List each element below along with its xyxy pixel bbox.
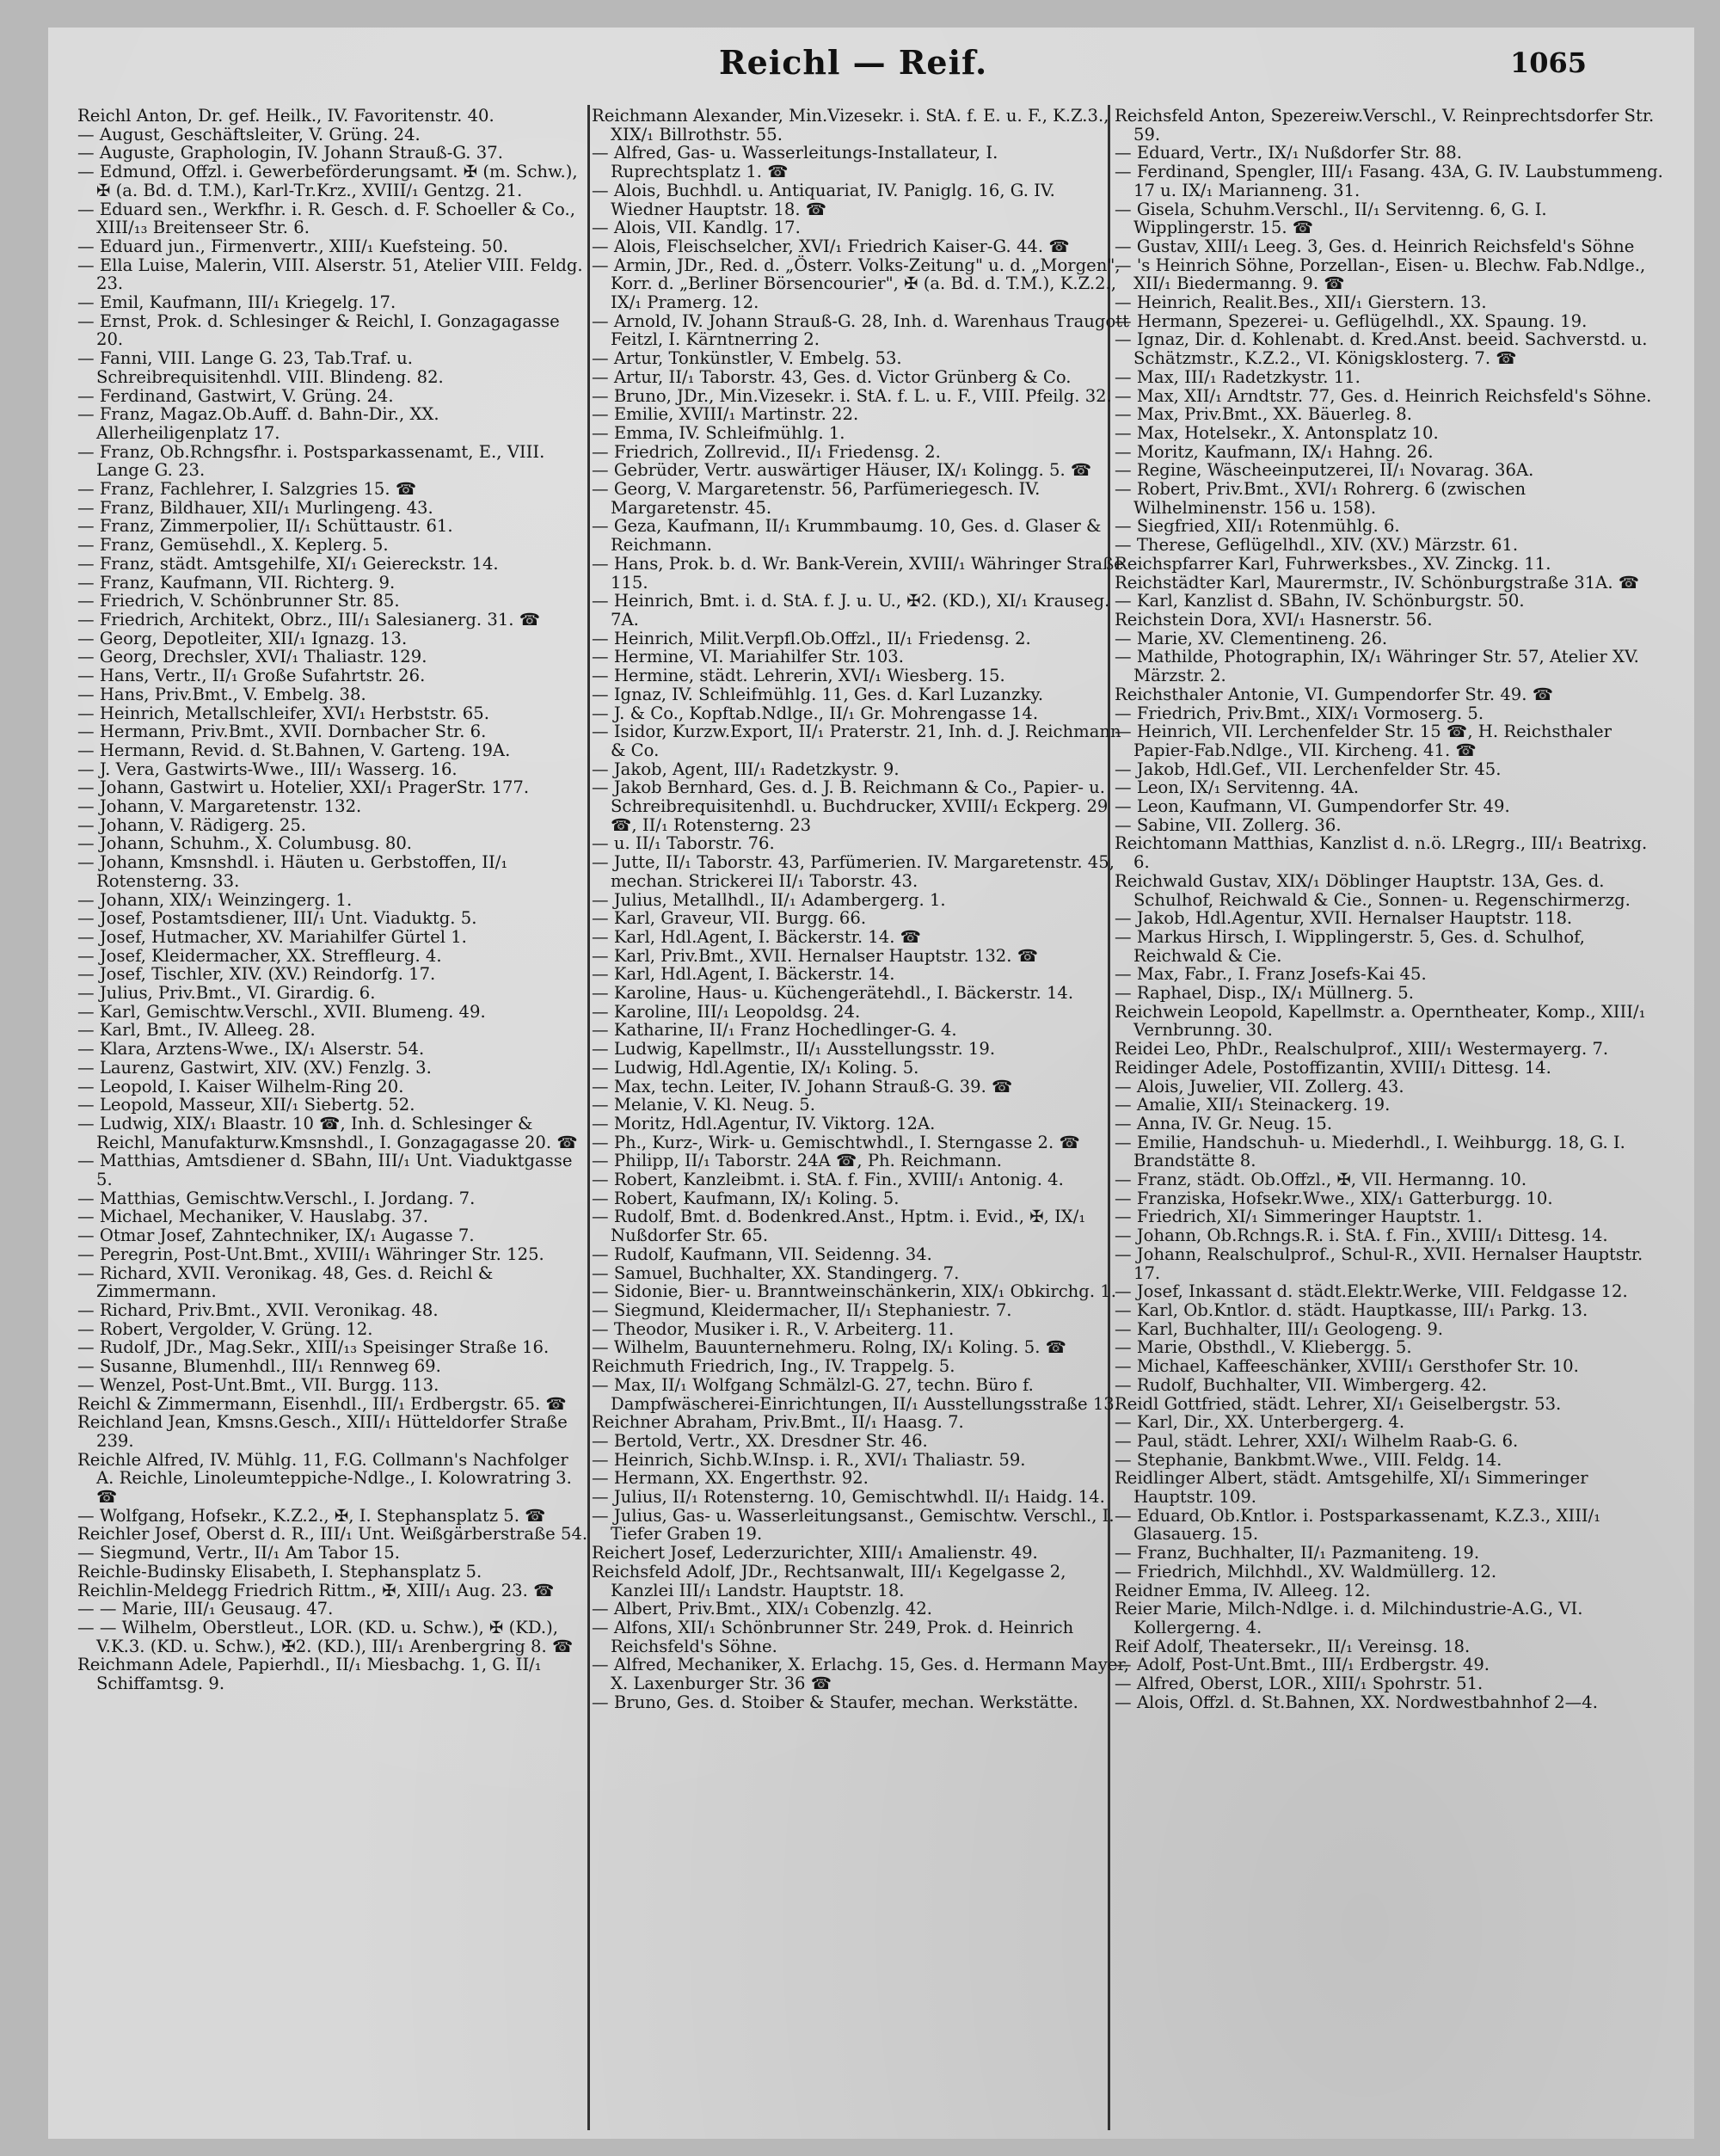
directory-entry: — Rudolf, Kaufmann, VII. Seidenng. 34. [592, 1244, 932, 1264]
directory-entry: Reichl Anton, Dr. gef. Heilk., IV. Favoritenstr. 40. [77, 107, 494, 126]
directory-entry: — Rudolf, Bmt. d. Bodenkred.Anst., Hptm. i. Evid., ✠, IX/₁ Nußdorfer Str. 65. [592, 1207, 1086, 1246]
directory-entry: — Alfred, Gas- u. Wasserleitungs-Installateur, I. Ruprechtsplatz 1. ☎ [592, 143, 998, 182]
directory-entry: — Johann, XIX/₁ Weinzingerg. 1. [77, 889, 353, 910]
directory-entry: — Karl, Dir., XX. Unterbergerg. 4. [1115, 1412, 1405, 1433]
directory-entry: — Franz, städt. Ob.Offzl., ✠, VII. Hermanng. 10. [1115, 1170, 1527, 1190]
directory-entry: — Franz, Bildhauer, XII/₁ Murlingeng. 43. [77, 497, 433, 518]
directory-entry: — Siegmund, Kleidermacher, II/₁ Stephaniestr. 7. [592, 1300, 1012, 1320]
directory-entry: — Franz, Magaz.Ob.Auff. d. Bahn-Dir., XX. Allerheiligenplatz 17. [77, 404, 439, 443]
directory-entry: — Bruno, Ges. d. Stoiber & Staufer, mechan. Werkstätte. [592, 1692, 1078, 1712]
directory-entry: — Max, Hotelsekr., X. Antonsplatz 10. [1115, 422, 1439, 443]
directory-entry: — Johann, V. Margaretenstr. 132. [77, 796, 362, 817]
directory-entry: — Ludwig, Hdl.Agentie, IX/₁ Koling. 5. [592, 1057, 919, 1078]
directory-entry: — Emilie, XVIII/₁ Martinstr. 22. [592, 404, 859, 425]
directory-entry: Reichland Jean, Kmsns.Gesch., XIII/₁ Hütteldorfer Straße 239. [77, 1412, 568, 1451]
directory-entry: — Ernst, Prok. d. Schlesinger & Reichl, I. Gonzagagasse 20. [77, 310, 560, 350]
directory-entry: Reichner Abraham, Priv.Bmt., II/₁ Haasg. 7. [592, 1412, 964, 1433]
directory-entry: — Ignaz, Dir. d. Kohlenabt. d. Kred.Anst. beeid. Sachverstd. u. Schätzmstr., K.Z.2., VI. Königsklosterg. 7. ☎ [1115, 329, 1648, 369]
directory-entry: — Hermine, VI. Mariahilfer Str. 103. [592, 647, 904, 667]
directory-entry: — Max, Priv.Bmt., XX. Bäuerleg. 8. [1115, 404, 1412, 425]
directory-entry: — Johann, Gastwirt u. Hotelier, XXI/₁ PragerStr. 177. [77, 777, 530, 798]
directory-entry: — Eduard jun., Firmenvertr., XIII/₁ Kuefsteing. 50. [77, 236, 509, 256]
directory-entry: — Arnold, IV. Johann Strauß-G. 28, Inh. d. Warenhaus Traugott Feitzl, I. Kärntnerring 2. [592, 310, 1129, 350]
directory-entry: — Mathilde, Photographin, IX/₁ Währinger Str. 57, Atelier XV. Märzstr. 2. [1115, 647, 1639, 686]
directory-entry: — Artur, Tonkünstler, V. Embelg. 53. [592, 348, 902, 369]
directory-entry: — Richard, Priv.Bmt., XVII. Veronikag. 48. [77, 1300, 439, 1320]
directory-entry: — Markus Hirsch, I. Wipplingerstr. 5, Ges. d. Schulhof, Reichwald & Cie. [1115, 926, 1585, 966]
directory-entry: — Auguste, Graphologin, IV. Johann Strauß-G. 37. [77, 143, 503, 163]
directory-entry: — Heinrich, Sichb.W.Insp. i. R., XVI/₁ Thaliastr. 59. [592, 1449, 1026, 1470]
directory-entry: Reichl & Zimmermann, Eisenhdl., III/₁ Erdbergstr. 65. ☎ [77, 1393, 567, 1414]
directory-entry: — Georg, Depotleiter, XII/₁ Ignazg. 13. [77, 628, 408, 648]
directory-entry: — Hans, Prok. b. d. Wr. Bank-Verein, XVIII/₁ Währinger Straße 115. [592, 553, 1124, 593]
directory-entry: — Karl, Ob.Kntlor. d. städt. Hauptkasse, III/₁ Parkg. 13. [1115, 1300, 1588, 1320]
directory-entry: — Katharine, II/₁ Franz Hochedlinger-G. 4. [592, 1020, 957, 1041]
directory-entry: — Karl, Priv.Bmt., XVII. Hernalser Hauptstr. 132. ☎ [592, 945, 1039, 966]
directory-entry: — Armin, JDr., Red. d. „Österr. Volks-Zeitung" u. d. „Morgen", Korr. d. „Berliner Börsencourier", ✠ (a. Bd. d. T.M.), K.Z.2., IX/₁ Pramerg. 12. [592, 255, 1121, 313]
directory-entry: — Sidonie, Bier- u. Branntweinschänkerin, XIX/₁ Obkirchg. 1. [592, 1281, 1116, 1302]
directory-entry: — Karl, Gemischtw.Verschl., XVII. Blumeng. 49. [77, 1001, 486, 1022]
directory-entry: — Josef, Postamtsdiener, III/₁ Unt. Viaduktg. 5. [77, 908, 477, 929]
directory-entry: — Melanie, V. Kl. Neug. 5. [592, 1095, 815, 1115]
directory-entry: — Karoline, III/₁ Leopoldsg. 24. [592, 1001, 861, 1022]
directory-entry: Reichsthaler Antonie, VI. Gumpendorfer Str. 49. ☎ [1115, 684, 1554, 704]
directory-entry: — Paul, städt. Lehrer, XXI/₁ Wilhelm Raab-G. 6. [1115, 1430, 1519, 1451]
directory-entry: — Moritz, Hdl.Agentur, IV. Viktorg. 12A. [592, 1113, 936, 1133]
directory-entry: — 's Heinrich Söhne, Porzellan-, Eisen- u. Blechw. Fab.Ndlge., XII/₁ Biedermanng. 9. ☎ [1115, 255, 1646, 294]
directory-entry: — Franz, Gemüsehdl., X. Keplerg. 5. [77, 535, 389, 556]
directory-page [48, 28, 1694, 2139]
directory-entry: — Otmar Josef, Zahntechniker, IX/₁ Augasse 7. [77, 1225, 475, 1246]
directory-entry: — Robert, Vergolder, V. Grüng. 12. [77, 1318, 373, 1339]
directory-entry: — Philipp, II/₁ Taborstr. 24A ☎, Ph. Reichmann. [592, 1151, 1003, 1171]
directory-entry: — u. II/₁ Taborstr. 76. [592, 833, 775, 854]
directory-entry: Reichstädter Karl, Maurermstr., IV. Schönburgstraße 31A. ☎ [1115, 572, 1640, 593]
directory-entry: — Wilhelm, Bauunternehmeru. Rolng, IX/₁ Koling. 5. ☎ [592, 1337, 1067, 1358]
directory-entry: — Hans, Vertr., II/₁ Große Sufahrtstr. 26. [77, 666, 426, 686]
directory-entry: Reichle Alfred, IV. Mühlg. 11, F.G. Collmann's Nachfolger A. Reichle, Linoleumteppiche-Ndlge., I. Kolowratring 3. ☎ [77, 1449, 572, 1508]
directory-entry: — Michael, Mechaniker, V. Hauslabg. 37. [77, 1207, 428, 1227]
directory-entry: — Franz, Fachlehrer, I. Salzgries 15. ☎ [77, 479, 417, 500]
directory-entry: — Fanni, VIII. Lange G. 23, Tab.Traf. u. Schreibrequisitenhdl. VIII. Blindeng. 82. [77, 348, 444, 387]
directory-entry: — Karl, Hdl.Agent, I. Bäckerstr. 14. [592, 964, 895, 985]
directory-entry: — Laurenz, Gastwirt, XIV. (XV.) Fenzlg. 3. [77, 1057, 432, 1078]
directory-entry: Reichler Josef, Oberst d. R., III/₁ Unt. Weißgärberstraße 54. [77, 1524, 588, 1545]
directory-entry: — Robert, Priv.Bmt., XVI/₁ Rohrerg. 6 (zwischen Wilhelminenstr. 156 u. 158). [1115, 479, 1526, 518]
directory-entry: — Max, techn. Leiter, IV. Johann Strauß-G. 39. ☎ [592, 1076, 1013, 1096]
directory-entry: — Eduard, Vertr., IX/₁ Nußdorfer Str. 88. [1115, 143, 1462, 163]
directory-column-3 [1115, 107, 1665, 2128]
directory-entry: Reichmann Adele, Papierhdl., II/₁ Miesbachg. 1, G. II/₁ Schiffamtsg. 9. [77, 1655, 542, 1694]
directory-entry: — Eduard, Ob.Kntlor. i. Postsparkassenamt, K.Z.3., XIII/₁ Glasauerg. 15. [1115, 1505, 1601, 1545]
directory-entry: — Bertold, Vertr., XX. Dresdner Str. 46. [592, 1430, 928, 1451]
directory-entry: — Johann, Kmsnshdl. i. Häuten u. Gerbstoffen, II/₁ Rotensterng. 33. [77, 852, 508, 891]
directory-entry: — Johann, V. Rädigerg. 25. [77, 814, 307, 835]
directory-entry: — Leon, IX/₁ Servitenng. 4A. [1115, 777, 1359, 798]
directory-entry: — Gisela, Schuhm.Verschl., II/₁ Servitenng. 6, G. I. Wipplingerstr. 15. ☎ [1115, 199, 1547, 238]
directory-entry: — Julius, II/₁ Rotensterng. 10, Gemischtwhdl. II/₁ Haidg. 14. [592, 1487, 1105, 1508]
directory-entry: — Ludwig, XIX/₁ Blaastr. 10 ☎, Inh. d. Schlesinger & Reichl, Manufakturw.Kmsnshdl., I. Gonzagagasse 20. ☎ [77, 1113, 578, 1152]
directory-entry: — Siegfried, XII/₁ Rotenmühlg. 6. [1115, 516, 1400, 537]
page-header [48, 40, 1694, 91]
directory-entry: — Johann, Ob.Rchngs.R. i. StA. f. Fin., XVIII/₁ Dittesg. 14. [1115, 1225, 1608, 1246]
directory-entry: — Artur, II/₁ Taborstr. 43, Ges. d. Victor Grünberg & Co. [592, 366, 1072, 387]
directory-entry: — Friedrich, XI/₁ Simmeringer Hauptstr. 1. [1115, 1207, 1483, 1227]
directory-entry: — Jakob Bernhard, Ges. d. J. B. Reichmann & Co., Papier- u. Schreibrequisitenhdl. u. Buchdrucker, XVIII/₁ Eckperg. 29 ☎, II/₁ Rotensterng. 23 [592, 777, 1109, 835]
directory-entry: — Josef, Kleidermacher, XX. Streffleurg. 4. [77, 945, 442, 966]
directory-entry: — Edmund, Offzl. i. Gewerbeförderungsamt. ✠ (m. Schw.), ✠ (a. Bd. d. T.M.), Karl-Tr.Krz., XVIII/₁ Gentzg. 21. [77, 162, 578, 200]
directory-entry: — Richard, XVII. Veronikag. 48, Ges. d. Reichl & Zimmermann. [77, 1262, 494, 1302]
directory-entry: — Ferdinand, Spengler, III/₁ Fasang. 43A, G. IV. Laubstummeng. 17 u. IX/₁ Marianneng. 31. [1115, 162, 1663, 200]
directory-entry: — Adolf, Post-Unt.Bmt., III/₁ Erdbergstr. 49. [1115, 1655, 1490, 1675]
directory-entry: Reichle-Budinsky Elisabeth, I. Stephansplatz 5. [77, 1561, 482, 1582]
directory-entry: — Samuel, Buchhalter, XX. Standingerg. 7. [592, 1262, 960, 1283]
directory-column-1 [77, 107, 590, 2128]
directory-entry: — Friedrich, Zollrevid., II/₁ Friedensg. 2. [592, 441, 941, 462]
directory-entry: — Hans, Priv.Bmt., V. Embelg. 38. [77, 684, 366, 704]
directory-entry: — Ella Luise, Malerin, VIII. Alserstr. 51, Atelier VIII. Feldg. 23. [77, 255, 583, 294]
directory-entry: — Robert, Kanzleibmt. i. StA. f. Fin., XVIII/₁ Antonig. 4. [592, 1170, 1064, 1190]
directory-entry: Reidei Leo, PhDr., Realschulprof., XIII/₁ Westermayerg. 7. [1115, 1039, 1609, 1060]
directory-entry: Reidner Emma, IV. Alleeg. 12. [1115, 1580, 1371, 1600]
directory-entry: Reichstein Dora, XVI/₁ Hasnerstr. 56. [1115, 609, 1433, 630]
directory-entry: — Franziska, Hofsekr.Wwe., XIX/₁ Gatterburgg. 10. [1115, 1188, 1553, 1208]
directory-column-2 [592, 107, 1132, 2128]
directory-entry: — Peregrin, Post-Unt.Bmt., XVIII/₁ Währinger Str. 125. [77, 1244, 544, 1264]
directory-entry: — Jakob, Hdl.Agentur, XVII. Hernalser Hauptstr. 118. [1115, 908, 1573, 929]
directory-entry: — Bruno, JDr., Min.Vizesekr. i. StA. f. L. u. F., VIII. Pfeilg. 32. [592, 385, 1112, 406]
directory-entry: — Alois, Juwelier, VII. Zollerg. 43. [1115, 1076, 1404, 1096]
directory-entry: — Franz, Kaufmann, VII. Richterg. 9. [77, 572, 396, 593]
page-number: 1065 [1510, 46, 1588, 79]
directory-entry: — — Wilhelm, Oberstleut., LOR. (KD. u. Schw.), ✠ (KD.), V.K.3. (KD. u. Schw.), ✠2. (KD.), III/₁ Arenbergring 8. ☎ [77, 1617, 574, 1656]
directory-entry: — Wolfgang, Hofsekr., K.Z.2., ✠, I. Stephansplatz 5. ☎ [77, 1505, 546, 1526]
directory-entry: Reichsfeld Adolf, JDr., Rechtsanwalt, III/₁ Kegelgasse 2, Kanzlei III/₁ Landstr. Hauptstr. 18. [592, 1561, 1066, 1600]
directory-entry: Reidl Gottfried, städt. Lehrer, XI/₁ Geiselbergstr. 53. [1115, 1393, 1562, 1414]
directory-entry: Reichspfarrer Karl, Fuhrwerksbes., XV. Zinckg. 11. [1115, 553, 1551, 574]
directory-entry: — Heinrich, Bmt. i. d. StA. f. J. u. U., ✠2. (KD.), XI/₁ Krauseg. 7A. [592, 591, 1110, 630]
directory-entry: — Albert, Priv.Bmt., XIX/₁ Cobenzlg. 42. [592, 1599, 933, 1619]
directory-entry: — Georg, Drechsler, XVI/₁ Thaliastr. 129. [77, 647, 427, 667]
directory-entry: — Friedrich, V. Schönbrunner Str. 85. [77, 591, 400, 611]
directory-entry: — Max, Fabr., I. Franz Josefs-Kai 45. [1115, 964, 1427, 985]
directory-entry: — Eduard sen., Werkfhr. i. R. Gesch. d. F. Schoeller & Co., XIII/₁₃ Breitenseer Str. 6. [77, 199, 575, 238]
directory-entry: Reichwald Gustav, XIX/₁ Döblinger Hauptstr. 13A, Ges. d. Schulhof, Reichwald & Cie., Sonnen- u. Regenschirmerzg. [1115, 870, 1631, 910]
directory-entry: — Heinrich, VII. Lerchenfelder Str. 15 ☎, H. Reichsthaler Papier-Fab.Ndlge., VII. Kircheng. 41. ☎ [1115, 722, 1612, 760]
directory-entry: — Friedrich, Milchhdl., XV. Waldmüllerg. 12. [1115, 1561, 1497, 1582]
directory-entry: — Hermann, XX. Engerthstr. 92. [592, 1468, 869, 1489]
directory-entry: — Hermann, Spezerei- u. Geflügelhdl., XX. Spaung. 19. [1115, 310, 1588, 331]
directory-entry: — Julius, Priv.Bmt., VI. Girardig. 6. [77, 983, 376, 1004]
directory-entry: — Emma, IV. Schleifmühlg. 1. [592, 422, 845, 443]
directory-entry: — Alfons, XII/₁ Schönbrunner Str. 249, Prok. d. Heinrich Reichsfeld's Söhne. [592, 1617, 1074, 1656]
directory-entry: — Karl, Bmt., IV. Alleeg. 28. [77, 1020, 316, 1041]
directory-entry: — Ph., Kurz-, Wirk- u. Gemischtwhdl., I. Sterngasse 2. ☎ [592, 1132, 1080, 1152]
directory-entry: — Rudolf, JDr., Mag.Sekr., XIII/₁₃ Speisinger Straße 16. [77, 1337, 550, 1358]
directory-entry: — J. & Co., Kopftab.Ndlge., II/₁ Gr. Mohrengasse 14. [592, 703, 1039, 723]
directory-entry: — Raphael, Disp., IX/₁ Müllnerg. 5. [1115, 983, 1414, 1004]
directory-entry: Reidinger Adele, Postoffizantin, XVIII/₁ Dittesg. 14. [1115, 1057, 1551, 1078]
directory-entry: — Geza, Kaufmann, II/₁ Krummbaumg. 10, Ges. d. Glaser & Reichmann. [592, 516, 1102, 556]
directory-entry: — Sabine, VII. Zollerg. 36. [1115, 814, 1342, 835]
directory-entry: Reichlin-Meldegg Friedrich Rittm., ✠, XIII/₁ Aug. 23. ☎ [77, 1580, 555, 1600]
directory-entry: Reichwein Leopold, Kapellmstr. a. Operntheater, Komp., XIII/₁ Vernbrunng. 30. [1115, 1001, 1646, 1041]
directory-entry: — Jakob, Hdl.Gef., VII. Lerchenfelder Str. 45. [1115, 759, 1502, 779]
directory-entry: — — Marie, III/₁ Geusaug. 47. [77, 1599, 334, 1619]
directory-entry: — Leon, Kaufmann, VI. Gumpendorfer Str. 49. [1115, 796, 1510, 817]
directory-entry: — Alois, Buchhdl. u. Antiquariat, IV. Paniglg. 16, G. IV. Wiedner Hauptstr. 18. ☎ [592, 180, 1055, 219]
directory-entry: — Heinrich, Metallschleifer, XVI/₁ Herbststr. 65. [77, 703, 489, 723]
directory-entry: — Alfred, Oberst, LOR., XIII/₁ Spohrstr. 51. [1115, 1674, 1484, 1694]
directory-entry: — Ludwig, Kapellmstr., II/₁ Ausstellungsstr. 19. [592, 1039, 996, 1060]
directory-entry: — Franz, städt. Amtsgehilfe, XI/₁ Geiereckstr. 14. [77, 553, 499, 574]
directory-entry: — August, Geschäftsleiter, V. Grüng. 24. [77, 124, 421, 144]
directory-entry: — Friedrich, Priv.Bmt., XIX/₁ Vormoserg. 5. [1115, 703, 1484, 723]
directory-entry: — Jakob, Agent, III/₁ Radetzkystr. 9. [592, 759, 900, 779]
directory-entry: — Michael, Kaffeeschänker, XVIII/₁ Gersthofer Str. 10. [1115, 1356, 1579, 1377]
directory-entry: — Alois, VII. Kandlg. 17. [592, 218, 801, 238]
directory-entry: — Karl, Graveur, VII. Burgg. 66. [592, 908, 867, 929]
directory-entry: — Max, III/₁ Radetzkystr. 11. [1115, 366, 1361, 387]
directory-entry: — Klara, Arztens-Wwe., IX/₁ Alserstr. 54. [77, 1039, 425, 1060]
directory-entry: — Max, XII/₁ Arndtstr. 77, Ges. d. Heinrich Reichsfeld's Söhne. [1115, 385, 1652, 406]
directory-entry: Reidlinger Albert, städt. Amtsgehilfe, XI/₁ Simmeringer Hauptstr. 109. [1115, 1468, 1588, 1508]
directory-entry: — Regine, Wäscheeinputzerei, II/₁ Novarag. 36A. [1115, 460, 1534, 481]
directory-entry: — Anna, IV. Gr. Neug. 15. [1115, 1113, 1333, 1133]
directory-entry: — Gustav, XIII/₁ Leeg. 3, Ges. d. Heinrich Reichsfeld's Söhne [1115, 236, 1635, 256]
directory-entry: — Johann, Realschulprof., Schul-R., XVII. Hernalser Hauptstr. 17. [1115, 1244, 1643, 1283]
directory-entry: — J. Vera, Gastwirts-Wwe., III/₁ Wasserg. 16. [77, 759, 458, 779]
directory-entry: — Karl, Kanzlist d. SBahn, IV. Schönburgstr. 50. [1115, 591, 1525, 611]
directory-entry: — Theodor, Musiker i. R., V. Arbeiterg. 11. [592, 1318, 955, 1339]
directory-entry: — Julius, Gas- u. Wasserleitungsanst., Gemischtw. Verschl., I. Tiefer Graben 19. [592, 1505, 1115, 1545]
directory-entry: Reif Adolf, Theatersekr., II/₁ Vereinsg. 18. [1115, 1636, 1471, 1656]
directory-entry: — Jutte, II/₁ Taborstr. 43, Parfümerien. IV. Margaretenstr. 45, mechan. Strickerei II/₁ Taborstr. 43. [592, 852, 1115, 891]
directory-entry: — Josef, Hutmacher, XV. Mariahilfer Gürtel 1. [77, 926, 467, 947]
directory-entry: — Robert, Kaufmann, IX/₁ Koling. 5. [592, 1188, 900, 1208]
directory-entry: — Max, II/₁ Wolfgang Schmälzl-G. 27, techn. Büro f. Dampfwäscherei-Einrichtungen, II/₁ Ausstellungsstraße 13. [592, 1374, 1120, 1414]
directory-entry: — Franz, Ob.Rchngsfhr. i. Postsparkassenamt, E., VIII. Lange G. 23. [77, 441, 545, 481]
directory-entry: — Matthias, Amtsdiener d. SBahn, III/₁ Unt. Viaduktgasse 5. [77, 1151, 573, 1190]
directory-entry: — Ignaz, IV. Schleifmühlg. 11, Ges. d. Karl Luzanzky. [592, 684, 1044, 704]
directory-entry: — Amalie, XII/₁ Steinackerg. 19. [1115, 1095, 1391, 1115]
directory-entry: — Leopold, I. Kaiser Wilhelm-Ring 20. [77, 1076, 404, 1096]
directory-entry: — Susanne, Blumenhdl., III/₁ Rennweg 69. [77, 1356, 441, 1377]
directory-entry: — Stephanie, Bankbmt.Wwe., VIII. Feldg. 14. [1115, 1449, 1502, 1470]
directory-entry: Reichsfeld Anton, Spezereiw.Verschl., V. Reinprechtsdorfer Str. 59. [1115, 107, 1655, 144]
directory-entry: — Therese, Geflügelhdl., XIV. (XV.) Märzstr. 61. [1115, 535, 1519, 556]
directory-entry: — Ferdinand, Gastwirt, V. Grüng. 24. [77, 385, 394, 406]
directory-entry: — Emil, Kaufmann, III/₁ Kriegelg. 17. [77, 292, 396, 313]
directory-entry: — Franz, Zimmerpolier, II/₁ Schüttaustr. 61. [77, 516, 453, 537]
directory-entry: Reichmann Alexander, Min.Vizesekr. i. StA. f. E. u. F., K.Z.3., XIX/₁ Billrothstr. 55. [592, 107, 1109, 144]
directory-entry: — Hermann, Revid. d. St.Bahnen, V. Garteng. 19A. [77, 740, 511, 760]
directory-entry: — Heinrich, Milit.Verpfl.Ob.Offzl., II/₁ Friedensg. 2. [592, 628, 1031, 648]
directory-entry: — Julius, Metallhdl., II/₁ Adambergerg. 1. [592, 889, 946, 910]
directory-entry: Reichert Josef, Lederzurichter, XIII/₁ Amalienstr. 49. [592, 1543, 1038, 1563]
directory-entry: — Karl, Buchhalter, III/₁ Geologeng. 9. [1115, 1318, 1444, 1339]
directory-entry: — Rudolf, Buchhalter, VII. Wimbergerg. 42. [1115, 1374, 1488, 1395]
directory-entry: — Karl, Hdl.Agent, I. Bäckerstr. 14. ☎ [592, 926, 922, 947]
directory-entry: — Hermine, städt. Lehrerin, XVI/₁ Wiesberg. 15. [592, 666, 1005, 686]
directory-entry: Reichtomann Matthias, Kanzlist d. n.ö. LRegrg., III/₁ Beatrixg. 6. [1115, 833, 1648, 873]
directory-entry: — Isidor, Kurzw.Export, II/₁ Praterstr. 21, Inh. d. J. Reichmann & Co. [592, 722, 1121, 760]
directory-entry: — Friedrich, Architekt, Obrz., III/₁ Salesianerg. 31. ☎ [77, 609, 541, 630]
directory-entry: — Matthias, Gemischtw.Verschl., I. Jordang. 7. [77, 1188, 476, 1208]
directory-entry: Reichmuth Friedrich, Ing., IV. Trappelg. 5. [592, 1356, 955, 1377]
directory-entry: — Emilie, Handschuh- u. Miederhdl., I. Weihburgg. 18, G. I. Brandstätte 8. [1115, 1132, 1625, 1171]
directory-entry: — Josef, Inkassant d. städt.Elektr.Werke, VIII. Feldgasse 12. [1115, 1281, 1628, 1302]
directory-entry: — Johann, Schuhm., X. Columbusg. 80. [77, 833, 413, 854]
directory-entry: — Marie, XV. Clementineng. 26. [1115, 628, 1388, 648]
directory-entry: — Wenzel, Post-Unt.Bmt., VII. Burgg. 113. [77, 1374, 439, 1395]
directory-entry: — Georg, V. Margaretenstr. 56, Parfümeriegesch. IV. Margaretenstr. 45. [592, 479, 1041, 518]
directory-entry: — Josef, Tischler, XIV. (XV.) Reindorfg. 17. [77, 964, 436, 985]
directory-entry: — Alois, Fleischselcher, XVI/₁ Friedrich Kaiser-G. 44. ☎ [592, 236, 1070, 256]
directory-entry: — Marie, Obsthdl., V. Kliebergg. 5. [1115, 1337, 1412, 1358]
directory-entry: — Alfred, Mechaniker, X. Erlachg. 15, Ges. d. Hermann Mayer, X. Laxenburger Str. 36 ☎ [592, 1655, 1129, 1694]
directory-entry: — Leopold, Masseur, XII/₁ Siebertg. 52. [77, 1095, 415, 1115]
directory-entry: — Franz, Buchhalter, II/₁ Pazmaniteng. 19. [1115, 1543, 1480, 1563]
directory-entry: — Moritz, Kaufmann, IX/₁ Hahng. 26. [1115, 441, 1434, 462]
directory-entry: Reier Marie, Milch-Ndlge. i. d. Milchindustrie-A.G., VI. Kollergerng. 4. [1115, 1599, 1583, 1637]
directory-entry: — Gebrüder, Vertr. auswärtiger Häuser, IX/₁ Kolingg. 5. ☎ [592, 460, 1092, 481]
directory-entry: — Siegmund, Vertr., II/₁ Am Tabor 15. [77, 1543, 400, 1563]
directory-entry: — Alois, Offzl. d. St.Bahnen, XX. Nordwestbahnhof 2—4. [1115, 1692, 1598, 1712]
directory-entry: — Hermann, Priv.Bmt., XVII. Dornbacher Str. 6. [77, 722, 487, 742]
page-title: Reichl — Reif. [719, 43, 988, 82]
directory-entry: — Karoline, Haus- u. Küchengerätehdl., I. Bäckerstr. 14. [592, 983, 1074, 1004]
directory-entry: — Heinrich, Realit.Bes., XII/₁ Gierstern. 13. [1115, 292, 1487, 313]
